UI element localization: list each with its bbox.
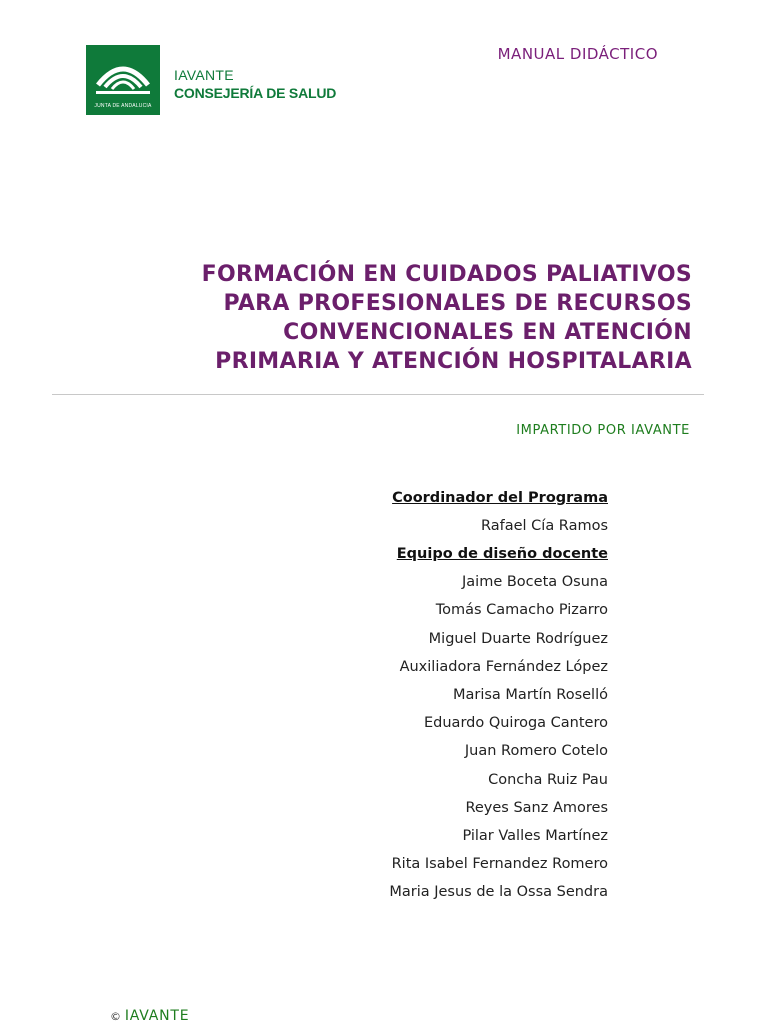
coordinator-name: Rafael Cía Ramos <box>480 518 608 534</box>
team-member: Miguel Duarte Rodríguez <box>428 630 608 647</box>
team-member: Jaime Boceta Osuna <box>462 574 608 591</box>
team-member: Auxiliadora Fernández López <box>399 658 608 675</box>
team-member: Concha Ruiz Pau <box>488 771 608 788</box>
team-member: Marisa Martín Roselló <box>452 687 608 704</box>
team-member: Juan Romero Cotelo <box>464 743 608 760</box>
team-member: Tomás Camacho Pizarro <box>435 602 608 619</box>
title-line: FORMACIÓN EN CUIDADOS PALIATIVOS <box>201 262 692 287</box>
copyright-footer <box>110 1008 189 1024</box>
logo-text <box>174 58 336 102</box>
junta-emblem-icon <box>86 45 160 115</box>
team-member: Pilar Valles Martínez <box>462 828 608 845</box>
manual-label: MANUAL DIDÁCTICO <box>497 45 658 63</box>
credits <box>389 484 608 907</box>
team-member: Eduardo Quiroga Cantero <box>424 715 608 732</box>
team-member: Rita Isabel Fernandez Romero <box>391 856 608 873</box>
title-line: CONVENCIONALES EN ATENCIÓN <box>283 320 692 345</box>
coordinator-heading: Coordinador del Programa <box>392 490 608 506</box>
logo-iavante: IAVANTE <box>174 67 234 83</box>
logo-caption: JUNTA DE ANDALUCIA <box>94 103 152 109</box>
team-member: Reyes Sanz Amores <box>465 799 608 816</box>
imparted-by: IMPARTIDO POR IAVANTE <box>516 423 690 438</box>
team-heading: Equipo de diseño docente <box>396 546 608 563</box>
divider <box>52 394 704 395</box>
team-member: Maria Jesus de la Ossa Sendra <box>389 884 608 901</box>
copyright-icon: © <box>110 1010 122 1023</box>
title-line: PARA PROFESIONALES DE RECURSOS <box>223 291 692 316</box>
copyright-owner: IAVANTE <box>124 1008 190 1024</box>
document-title <box>92 260 692 376</box>
logo-consejeria: CONSEJERÍA DE SALUD <box>174 85 337 101</box>
junta-logo <box>86 45 336 115</box>
title-line: PRIMARIA Y ATENCIÓN HOSPITALARIA <box>215 349 692 374</box>
